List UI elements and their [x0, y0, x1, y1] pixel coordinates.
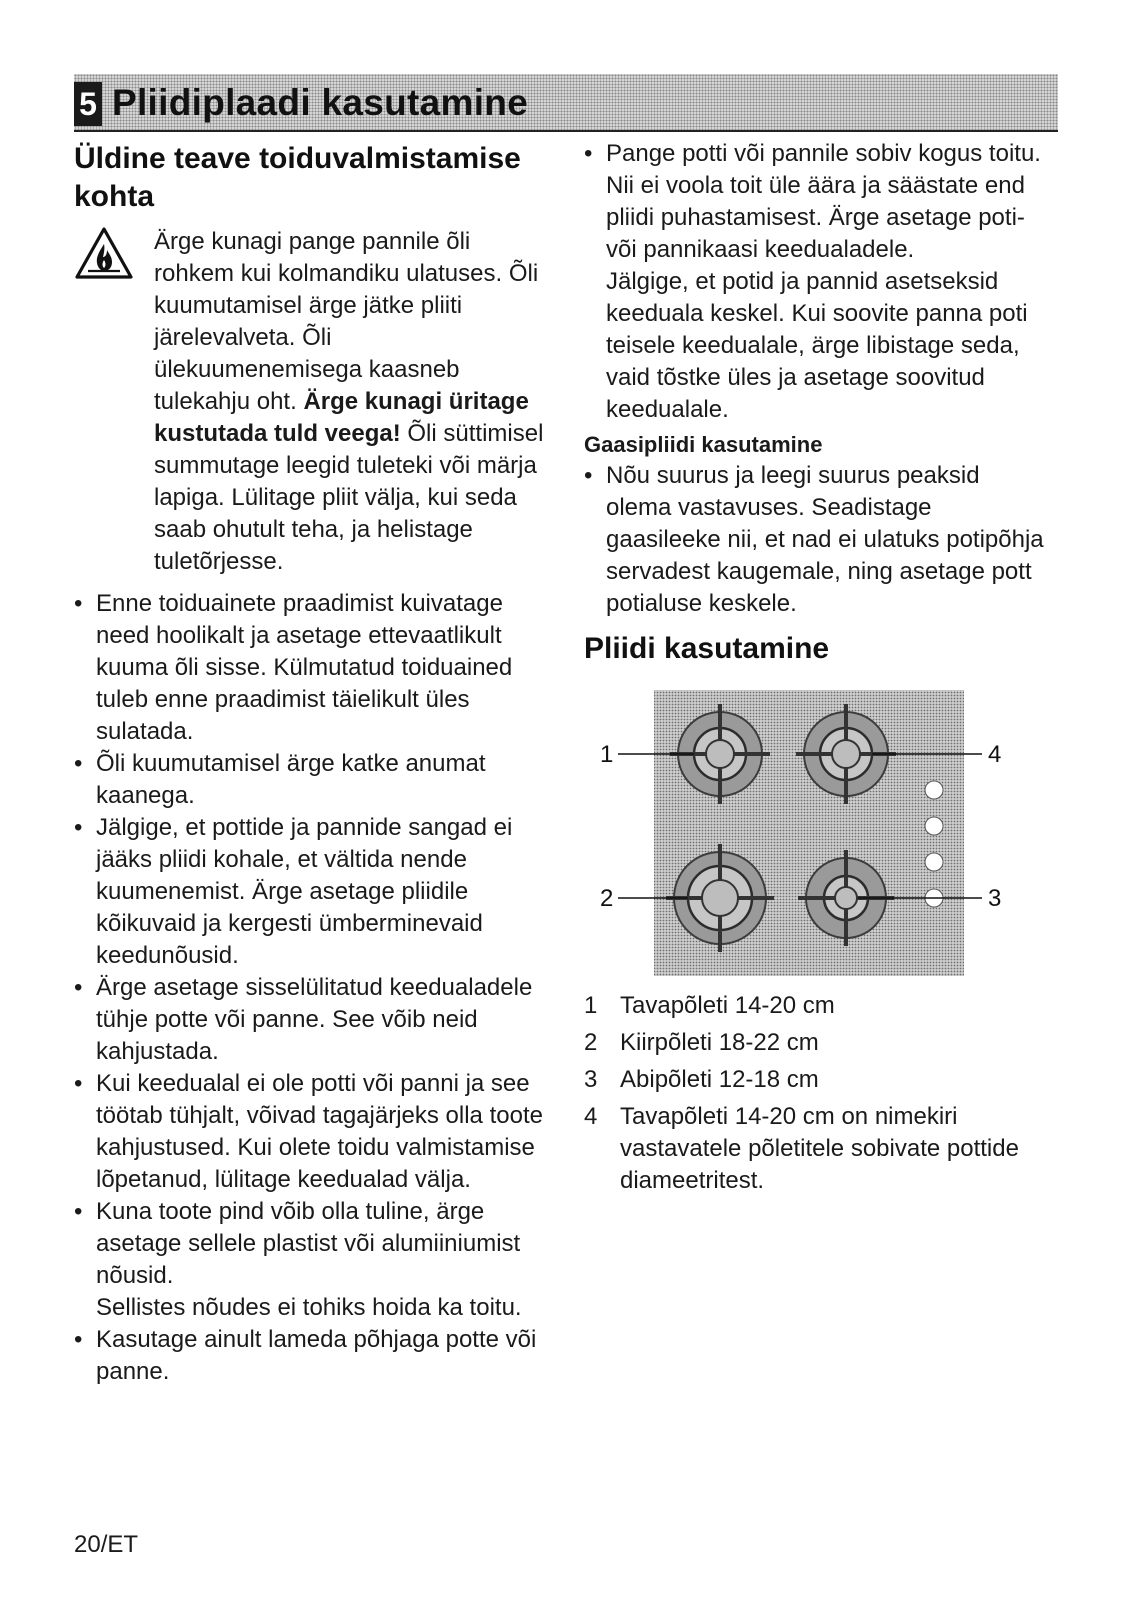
hob-diagram [584, 676, 1044, 976]
gas-list [584, 460, 1044, 620]
list-item-continuation: Sellistes nõudes ei tohiks hoida ka toitu. [96, 1294, 522, 1321]
hob-diagram-svg [584, 676, 1044, 976]
list-item: • Õli kuumutamisel ärge katke anumat kaanega. [74, 748, 544, 812]
warning-text: Ärge kunagi pange pannile õli rohkem kui kolmandiku ulatuses. Õli kuumutamisel ärge jätke pliiti järelevalveta. Õli ülekuumenemisega kaasneb tulekahju oht. Ärge kunagi üritage kustutada tuld veega! Õli süttimisel summutage leegid tuleteki või märja lapiga. Lülitage pliit välja, kui seda saab ohutult teha, ja helistage tuletõrjesse. [154, 228, 544, 575]
diagram-label-3: 3 [988, 885, 1002, 912]
list-item: • Nõu suurus ja leegi suurus peaksid olema vastavuses. Seadistage gaasileeke nii, et nad ei ulatuks potipõhja servadest kaugemale, ning asetage pott potialuse keskele. [584, 460, 1044, 620]
pot-list [584, 138, 1044, 426]
list-item: • Ärge asetage sisselülitatud keedualadele tühje potte või panne. See võib neid kahjustada. [74, 972, 544, 1068]
legend-number: 1 [584, 992, 598, 1019]
list-item: • Kuna toote pind võib olla tuline, ärge asetage sellele plastist või alumiiniumist nõusid. Sellistes nõudes ei tohiks hoida ka toitu. [74, 1196, 544, 1324]
legend-number: 3 [584, 1066, 598, 1093]
diagram-label-2: 2 [600, 885, 614, 912]
diagram-label-4: 4 [988, 741, 1002, 768]
left-column [74, 140, 544, 1388]
legend-text: Kiirpõleti 18-22 cm [620, 1029, 819, 1056]
gas-hob-heading: Gaasipliidi kasutamine [584, 432, 823, 457]
chapter-title: Pliidiplaadi kasutamine [112, 82, 529, 123]
list-item: • Kui keedualal ei ole potti või panni ja see töötab tühjalt, võivad tagajärjeks olla toote kahjustused. Kui olete toidu valmistamise lõpetanud, lülitage keedualad välja. [74, 1068, 544, 1196]
legend-row [584, 1027, 1044, 1059]
legend-row [584, 1064, 1044, 1096]
list-item: • Kasutage ainult lameda põhjaga potte või panne. [74, 1324, 544, 1388]
list-item: • Pange potti või pannile sobiv kogus toitu. Nii ei voola toit üle äära ja säästate end pliidi puhastamisest. Ärge asetage poti- või pannikaasi keedualadele. Jälgige, et potid ja pannid asetseksid keeduala keskel. Kui soovite panna poti teisele keedualale, ärge libistage seda, vaid tõstke üles ja asetage soovitud keedualale. [584, 138, 1044, 426]
legend-text: Tavapõleti 14-20 cm [620, 992, 835, 1019]
chapter-number: 5 [74, 82, 102, 126]
legend-row [584, 1101, 1044, 1197]
right-column [584, 138, 1044, 1202]
diagram-label-1: 1 [600, 741, 614, 768]
legend-row [584, 990, 1044, 1022]
legend-text: Abipõleti 12-18 cm [620, 1066, 819, 1093]
list-item: • Jälgige, et pottide ja pannide sangad ei jääks pliidi kohale, et vältida nende kuumenemist. Ärge asetage pliidile kõikuvaid ja kergesti ümberminevaid keedunõusid. [74, 812, 544, 972]
page-number: 20/ET [74, 1531, 139, 1558]
chapter-header [74, 74, 1058, 132]
legend-text: Tavapõleti 14-20 cm on nimekiri vastavatele põletitele sobivate pottide diameetritest. [620, 1103, 1019, 1194]
section-heading-usage: Pliidi kasutamine [584, 632, 830, 665]
legend-number: 4 [584, 1103, 598, 1130]
fire-warning [74, 226, 544, 578]
fire-warning-icon [74, 226, 134, 280]
legend-number: 2 [584, 1029, 598, 1056]
list-item: • Enne toiduainete praadimist kuivatage need hoolikalt ja asetage ettevaatlikult kuuma õli sisse. Külmutatud toiduained tuleb enne praadimist täielikult üles sulatada. [74, 588, 544, 748]
list-item-continuation: Jälgige, et potid ja pannid asetseksid keeduala keskel. Kui soovite panna poti teisele keedualale, ärge libistage seda, vaid tõstke üles ja asetage soovitud keedualale. [606, 268, 1028, 423]
burner-legend [584, 990, 1044, 1197]
safety-list [74, 588, 544, 1388]
section-heading-general: Üldine teave toiduvalmistamise kohta [74, 142, 521, 213]
